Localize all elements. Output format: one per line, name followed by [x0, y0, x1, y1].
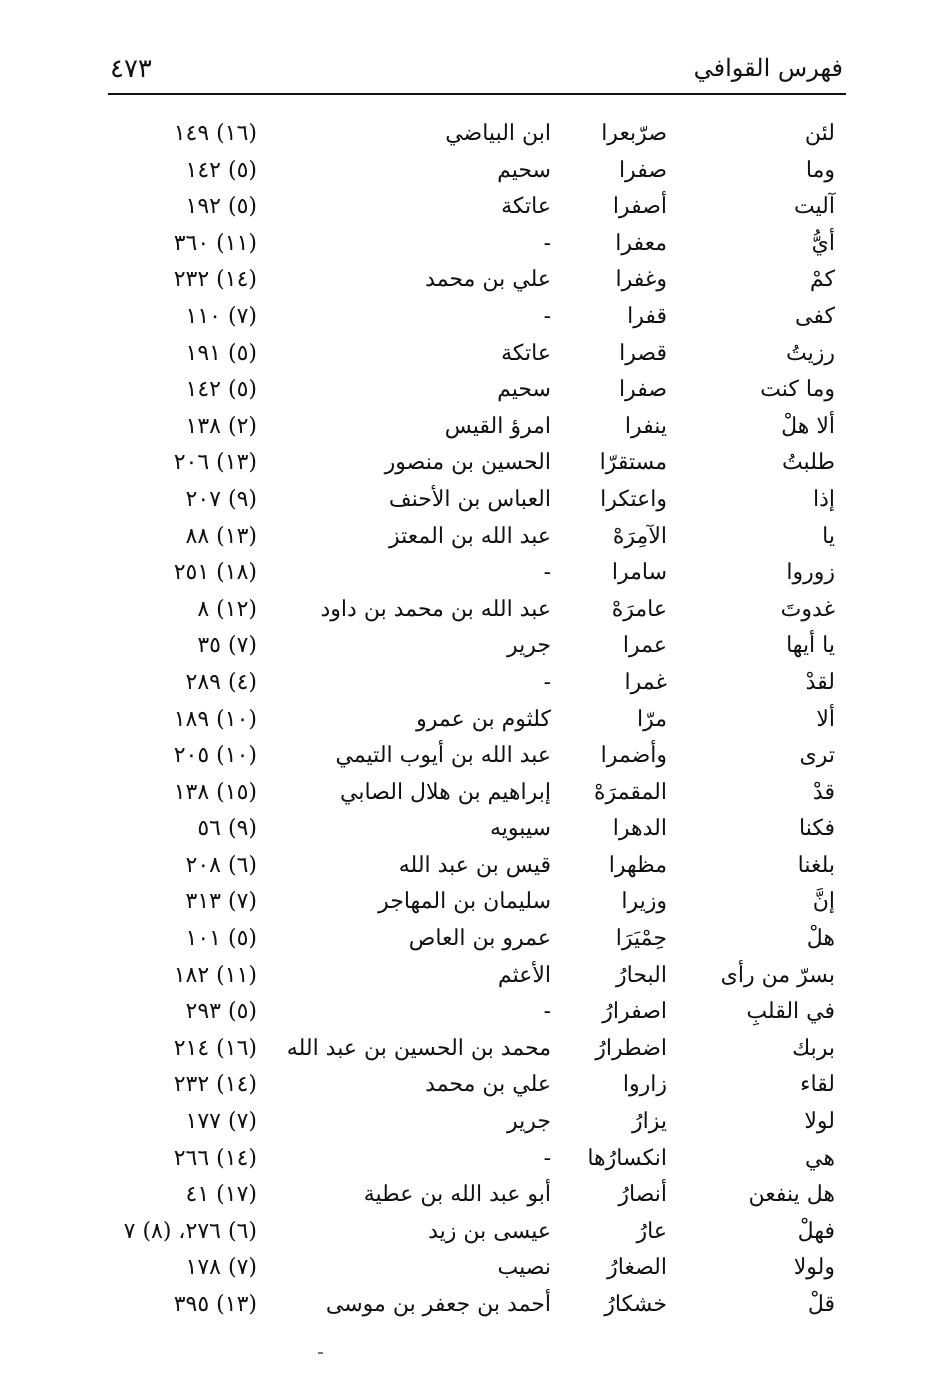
- page-header: [108, 50, 843, 94]
- rhyme-word: يزارُ: [632, 1109, 667, 1135]
- page-reference: (٥) ٢٩٣: [185, 999, 257, 1025]
- index-row: [0, 776, 943, 813]
- footer-mark: [318, 1352, 323, 1354]
- verse-opening: طلبتُ: [781, 450, 835, 476]
- poet-name: امرؤ القيس: [444, 413, 551, 439]
- poet-name: سحيم: [497, 157, 551, 183]
- verse-opening: قدْ: [812, 779, 835, 805]
- verse-opening: يا أيها: [786, 633, 835, 659]
- index-row: [0, 300, 943, 337]
- index-row: [0, 446, 943, 483]
- page-reference: (١٨) ٢٥١: [173, 560, 257, 586]
- page-reference: (١٤) ٢٦٦: [173, 1145, 257, 1171]
- poet-name: علي بن محمد: [425, 267, 551, 293]
- verse-opening: ألا هلْ: [781, 413, 835, 439]
- index-row: [0, 922, 943, 959]
- verse-opening: هل ينفعن: [748, 1182, 835, 1208]
- page-reference: (١٠) ١٨٩: [173, 706, 257, 732]
- verse-opening: لئن: [804, 121, 835, 146]
- index-row: [0, 1288, 943, 1325]
- page-reference: (١٠) ٢٠٥: [173, 743, 257, 769]
- verse-opening: لقدْ: [805, 669, 835, 695]
- index-row: [0, 885, 943, 922]
- page-reference: (١٦) ١٤٩: [173, 121, 257, 146]
- verse-opening: رزيتُ: [786, 340, 835, 366]
- verse-opening: يا: [822, 523, 835, 549]
- verse-opening: لولا: [804, 1109, 835, 1135]
- page-reference: (١١) ٣٦٠: [173, 230, 257, 256]
- rhyme-index-table: [0, 117, 943, 1325]
- page-reference: (١٦) ٢١٤: [173, 1035, 257, 1061]
- index-row: [0, 337, 943, 374]
- running-title: فهرس القوافي: [693, 54, 843, 82]
- rhyme-word: وغفرا: [615, 267, 667, 293]
- page-reference: (٥) ١٠١: [185, 926, 257, 952]
- poet-name: عبد الله بن أيوب التيمي: [335, 743, 551, 769]
- rhyme-word: واعتكرا: [600, 486, 667, 512]
- verse-opening: هلْ: [806, 926, 835, 952]
- poet-name: عاتكة: [501, 194, 551, 220]
- rhyme-word: اصفرارُ: [602, 999, 667, 1025]
- page-reference: (٦) ٢٧٦، (٨) ٧: [123, 1218, 257, 1244]
- page-reference: (٧) ٣١٣: [185, 889, 257, 915]
- verse-opening: إذا: [812, 486, 835, 512]
- poet-name: -: [543, 1145, 551, 1171]
- page-reference: (١٧) ٤١: [185, 1182, 257, 1208]
- verse-opening: كفى: [795, 303, 835, 329]
- index-row: [0, 483, 943, 520]
- page-reference: (٧) ١١٠: [185, 303, 257, 329]
- index-row: [0, 1251, 943, 1288]
- index-row: [0, 629, 943, 666]
- index-row: [0, 227, 943, 264]
- index-row: [0, 410, 943, 447]
- page-reference: (٧) ١٧٨: [185, 1255, 257, 1281]
- rhyme-word: حِمْيَرَا: [615, 926, 667, 952]
- verse-opening: بربك: [792, 1035, 835, 1061]
- poet-name: عيسى بن زيد: [428, 1218, 551, 1244]
- index-row: [0, 1105, 943, 1142]
- index-row: [0, 154, 943, 191]
- index-row: [0, 1142, 943, 1179]
- verse-opening: وما: [805, 157, 835, 183]
- rhyme-word: الآمِرَهْ: [612, 523, 667, 549]
- index-row: [0, 959, 943, 996]
- poet-name: عبد الله بن المعتز: [389, 523, 551, 549]
- poet-name: -: [543, 560, 551, 586]
- poet-name: إبراهيم بن هلال الصابي: [340, 779, 551, 805]
- page-reference: (٥) ١٩٢: [185, 194, 257, 220]
- index-row: [0, 703, 943, 740]
- index-row: [0, 117, 943, 154]
- page-reference: (٩) ٥٦: [197, 816, 257, 842]
- index-row: [0, 1068, 943, 1105]
- page-reference: (١٣) ٢٠٦: [173, 450, 257, 476]
- rhyme-word: صفرا: [618, 157, 667, 183]
- rhyme-word: خشكارُ: [604, 1292, 667, 1317]
- page-reference: (١٣) ٣٩٥: [173, 1292, 257, 1317]
- page-reference: (١١) ١٨٢: [173, 962, 257, 988]
- verse-opening: لقاء: [800, 1072, 835, 1098]
- verse-opening: قلْ: [807, 1292, 835, 1317]
- index-row: [0, 812, 943, 849]
- poet-name: محمد بن الحسين بن عبد الله: [286, 1035, 551, 1061]
- index-row: [0, 520, 943, 557]
- poet-name: أحمد بن جعفر بن موسى: [325, 1292, 551, 1317]
- verse-opening: كمْ: [809, 267, 835, 293]
- rhyme-word: عارُ: [636, 1218, 667, 1244]
- rhyme-word: ينفرا: [624, 413, 667, 439]
- verse-opening: بلغنا: [797, 852, 835, 878]
- verse-opening: في القلبِ: [746, 999, 835, 1025]
- poet-name: أبو عبد الله بن عطية: [363, 1182, 551, 1208]
- verse-opening: آليت: [793, 194, 835, 220]
- rhyme-word: مرّا: [636, 706, 667, 732]
- rhyme-word: مظهرا: [608, 852, 667, 878]
- index-row: [0, 190, 943, 227]
- page-reference: (٧) ٣٥: [197, 633, 257, 659]
- poet-name: سحيم: [497, 377, 551, 403]
- page-reference: (١٤) ٢٣٢: [173, 267, 257, 293]
- header-rule: [108, 93, 846, 95]
- page-reference: (١٣) ٨٨: [185, 523, 257, 549]
- rhyme-word: قفرا: [627, 303, 667, 329]
- rhyme-word: أصفرا: [612, 194, 667, 220]
- poet-name: الأعثم: [497, 962, 551, 988]
- poet-name: -: [543, 230, 551, 256]
- verse-opening: ألا: [816, 706, 835, 732]
- index-row: [0, 666, 943, 703]
- poet-name: الحسين بن منصور: [384, 450, 551, 476]
- rhyme-word: المقمرَهْ: [593, 779, 667, 805]
- rhyme-word: صرّبعرا: [601, 121, 667, 146]
- index-row: [0, 1032, 943, 1069]
- rhyme-word: الصغارُ: [607, 1255, 667, 1281]
- index-row: [0, 373, 943, 410]
- rhyme-word: صفرا: [618, 377, 667, 403]
- poet-name: سليمان بن المهاجر: [378, 889, 551, 915]
- rhyme-word: عامرَهْ: [611, 596, 667, 622]
- page-reference: (٥) ١٩١: [185, 340, 257, 366]
- verse-opening: فكنا: [798, 816, 835, 842]
- rhyme-word: سامرا: [611, 560, 667, 586]
- rhyme-word: زاروا: [622, 1072, 667, 1098]
- verse-opening: زوروا: [786, 560, 835, 586]
- page-reference: (٥) ١٤٢: [185, 377, 257, 403]
- index-row: [0, 995, 943, 1032]
- index-row: [0, 263, 943, 300]
- rhyme-word: وزيرا: [621, 889, 667, 915]
- poet-name: كلثوم بن عمرو: [416, 706, 551, 732]
- index-row: [0, 1178, 943, 1215]
- poet-name: -: [543, 999, 551, 1025]
- poet-name: عبد الله بن محمد بن داود: [320, 596, 551, 622]
- index-row: [0, 593, 943, 630]
- page-reference: (١٢) ٨: [197, 596, 257, 622]
- rhyme-word: عمرا: [622, 633, 667, 659]
- page-reference: (٩) ٢٠٧: [185, 486, 257, 512]
- index-row: [0, 556, 943, 593]
- poet-name: جرير: [507, 1109, 551, 1135]
- page-reference: (٢) ١٣٨: [185, 413, 257, 439]
- page-reference: (٦) ٢٠٨: [185, 852, 257, 878]
- index-row: [0, 849, 943, 886]
- poet-name: -: [543, 303, 551, 329]
- verse-opening: ترى: [799, 743, 835, 769]
- rhyme-word: أنصارُ: [618, 1182, 667, 1208]
- page-reference: (٧) ١٧٧: [185, 1109, 257, 1135]
- verse-opening: بسرّ من رأى: [720, 962, 835, 988]
- poet-name: -: [543, 669, 551, 695]
- rhyme-word: اضطرارُ: [595, 1035, 667, 1061]
- poet-name: عاتكة: [501, 340, 551, 366]
- rhyme-word: قصرا: [619, 340, 667, 366]
- poet-name: جرير: [507, 633, 551, 659]
- verse-opening: وما كنت: [760, 377, 835, 403]
- verse-opening: هي: [805, 1145, 835, 1171]
- verse-opening: غدوتَ: [780, 596, 835, 622]
- rhyme-word: معفرا: [615, 230, 667, 256]
- page-reference: (١٥) ١٣٨: [173, 779, 257, 805]
- verse-opening: أيُّ: [811, 230, 835, 256]
- verse-opening: ولولا: [793, 1255, 835, 1281]
- rhyme-word: مستقرّا: [599, 450, 667, 476]
- page-number: ٤٧٣: [110, 54, 152, 84]
- poet-name: سيبويه: [490, 816, 551, 842]
- rhyme-word: غمرا: [624, 669, 667, 695]
- poet-name: قيس بن عبد الله: [398, 852, 551, 878]
- page-reference: (٥) ١٤٢: [185, 157, 257, 183]
- rhyme-word: البحارُ: [616, 962, 667, 988]
- poet-name: علي بن محمد: [425, 1072, 551, 1098]
- page-reference: (١٤) ٢٣٢: [173, 1072, 257, 1098]
- poet-name: ابن البياضي: [445, 121, 551, 146]
- poet-name: عمرو بن العاص: [408, 926, 551, 952]
- poet-name: العباس بن الأحنف: [388, 486, 551, 512]
- page-reference: (٤) ٢٨٩: [185, 669, 257, 695]
- verse-opening: إنَّ: [812, 889, 835, 915]
- index-row: [0, 1215, 943, 1252]
- rhyme-word: وأضمرا: [600, 743, 667, 769]
- rhyme-word: انكسارُها: [587, 1145, 667, 1171]
- verse-opening: فهلْ: [797, 1218, 835, 1244]
- poet-name: نصيب: [497, 1255, 551, 1281]
- rhyme-word: الدهرا: [612, 816, 667, 842]
- index-row: [0, 739, 943, 776]
